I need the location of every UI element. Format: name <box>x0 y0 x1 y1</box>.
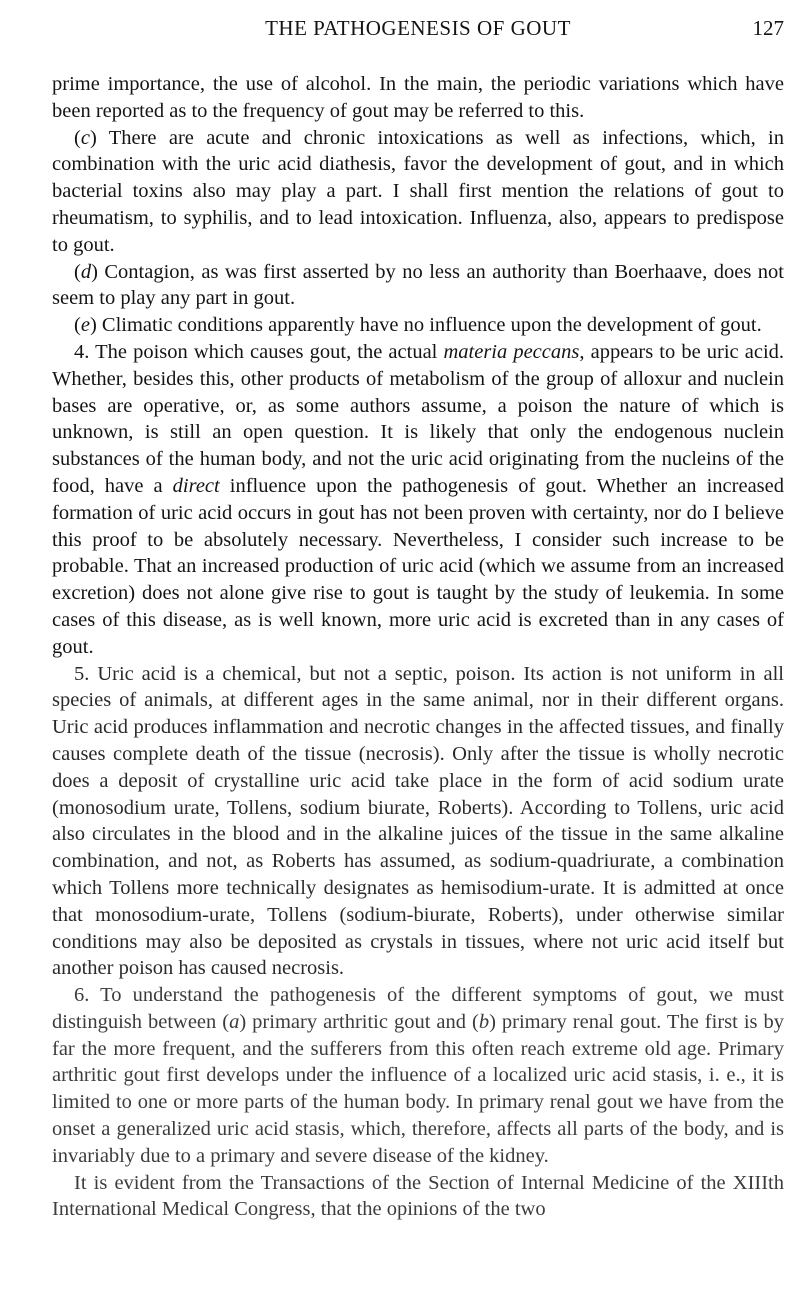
paragraph-text: prime importance, the use of alcohol. In the main, the periodic variations which have been reported as to the frequency of gout may be referred to this. <box>52 73 784 122</box>
paragraph-item-d: (d) Contagion, as was first asserted by no less an authority than Boerhaave, does not seem to play any part in gout. <box>52 260 784 310</box>
paragraph-text: 6. To understand the pathogenesis of the different symptoms of gout, we must distinguish between <box>52 984 784 1033</box>
paragraph-closing <box>52 1170 784 1224</box>
running-title: THE PATHOGENESIS OF GOUT <box>265 16 571 40</box>
paragraph-section-5 <box>52 661 784 983</box>
paragraph-text: primary renal gout. The first is by far the more frequent, and the sufferers from this often reach extreme old age. Primary arthritic gout first develops under the influence of a localized uric acid stasis, i. e., it is limited to one or more parts of the human body. In primary renal gout we have from the onset a generalized uric acid stasis, which, therefore, affects all parts of the body, and is invariably due to a primary and severe disease of the kidney. <box>52 1010 784 1167</box>
running-head <box>52 16 784 46</box>
paragraph-text: , appears to be uric acid. Whether, besides this, other products of metabolism of the group of alloxur and nuclein bases are operative, or, as some authors assume, a poison the nature of which is unknown, is still an open question. It is likely that only the endogenous nuclein substances of the human body, and not the uric acid originating from the nucleins of the food, have a <box>52 340 785 497</box>
paragraph-text: Climatic conditions apparently have no influence upon the development of gout. <box>96 314 762 337</box>
page-number: 127 <box>752 16 784 40</box>
paragraph-text: There are acute and chronic intoxications as well as infections, which, in combination with the uric acid diathesis, favor the development of gout, and in which bacterial toxins also may play a part. I shall first mention the relations of gout to rheumatism, to syphilis, and to lead intoxication. Influenza, also, appears to predispose to gout. <box>52 126 784 256</box>
item-marker: (a) <box>222 1010 247 1033</box>
emphasis-text: materia peccans <box>443 340 580 363</box>
paragraph-text: It is evident from the Transactions of the Section of Internal Medicine of the XIIIth International Medical Congress, that the opinions of the two <box>52 1171 784 1221</box>
item-marker: c <box>80 126 90 149</box>
paragraph-text: primary arthritic gout and <box>246 1010 472 1033</box>
paragraph-text: influence upon the pathogenesis of gout. Whether an increased formation of uric acid occurs in gout has not been proven with certainty, nor do I believe this proof to be absolutely necessary. Nevertheless, I consider such increase to be probable. That an increased production of uric acid (which we assume from an increased excretion) does not alone give rise to gout is taught by the study of leukemia. In some cases of this disease, as is well known, more uric acid is excreted than in any cases of gout. <box>52 474 785 658</box>
item-marker: e <box>80 314 90 337</box>
paragraph-text: 4. The poison which causes gout, the actual <box>74 340 444 363</box>
emphasis-text: direct <box>172 474 220 497</box>
body-text <box>52 71 784 1223</box>
paragraph-text: Contagion, as was first asserted by no less an authority than Boerhaave, does not seem to play any part in gout. <box>52 260 784 310</box>
paragraph-section-6 <box>52 982 784 1170</box>
paragraph-text: 5. Uric acid is a chemical, but not a septic, poison. Its action is not uniform in all species of animals, at different ages in the same animal, nor in their different organs. Uric acid produces inflammation and necrotic changes in the affected tissues, and finally causes complete death of the tissue (necrosis). Only after the tissue is wholly necrotic does a deposit of crystalline uric acid take place in the form of acid sodium urate (monosodium urate, Tollens, sodium biurate, Roberts). According to Tollens, uric acid also circulates in the blood and in the alkaline juices of the tissue in the same alkaline combination, and not, as Roberts has assumed, as sodium-quadriurate, a combination which Tollens more technically designates as hemisodium-urate. It is admitted at once that monosodium-urate, Tollens (sodium-biurate, Roberts), under otherwise similar conditions may also be deposited as crystals in tissues, where not uric acid itself but another poison has caused necrosis. <box>52 662 784 980</box>
paragraph-item-e: (e) Climatic conditions apparently have no influence upon the development of gout. <box>74 314 762 337</box>
paragraph-item-c: (c) There are acute and chronic intoxications as well as infections, which, in combination with the uric acid diathesis, favor the development of gout, and in which bacterial toxins also may play a part. I shall first mention the relations of gout to rheumatism, to syphilis, and to lead intoxication. Influenza, also, appears to predispose to gout. <box>52 126 784 256</box>
item-marker: (b) <box>471 1010 496 1033</box>
paragraph-continuation <box>52 71 784 125</box>
paragraph-section-4 <box>52 339 784 661</box>
item-marker: d <box>80 260 92 283</box>
